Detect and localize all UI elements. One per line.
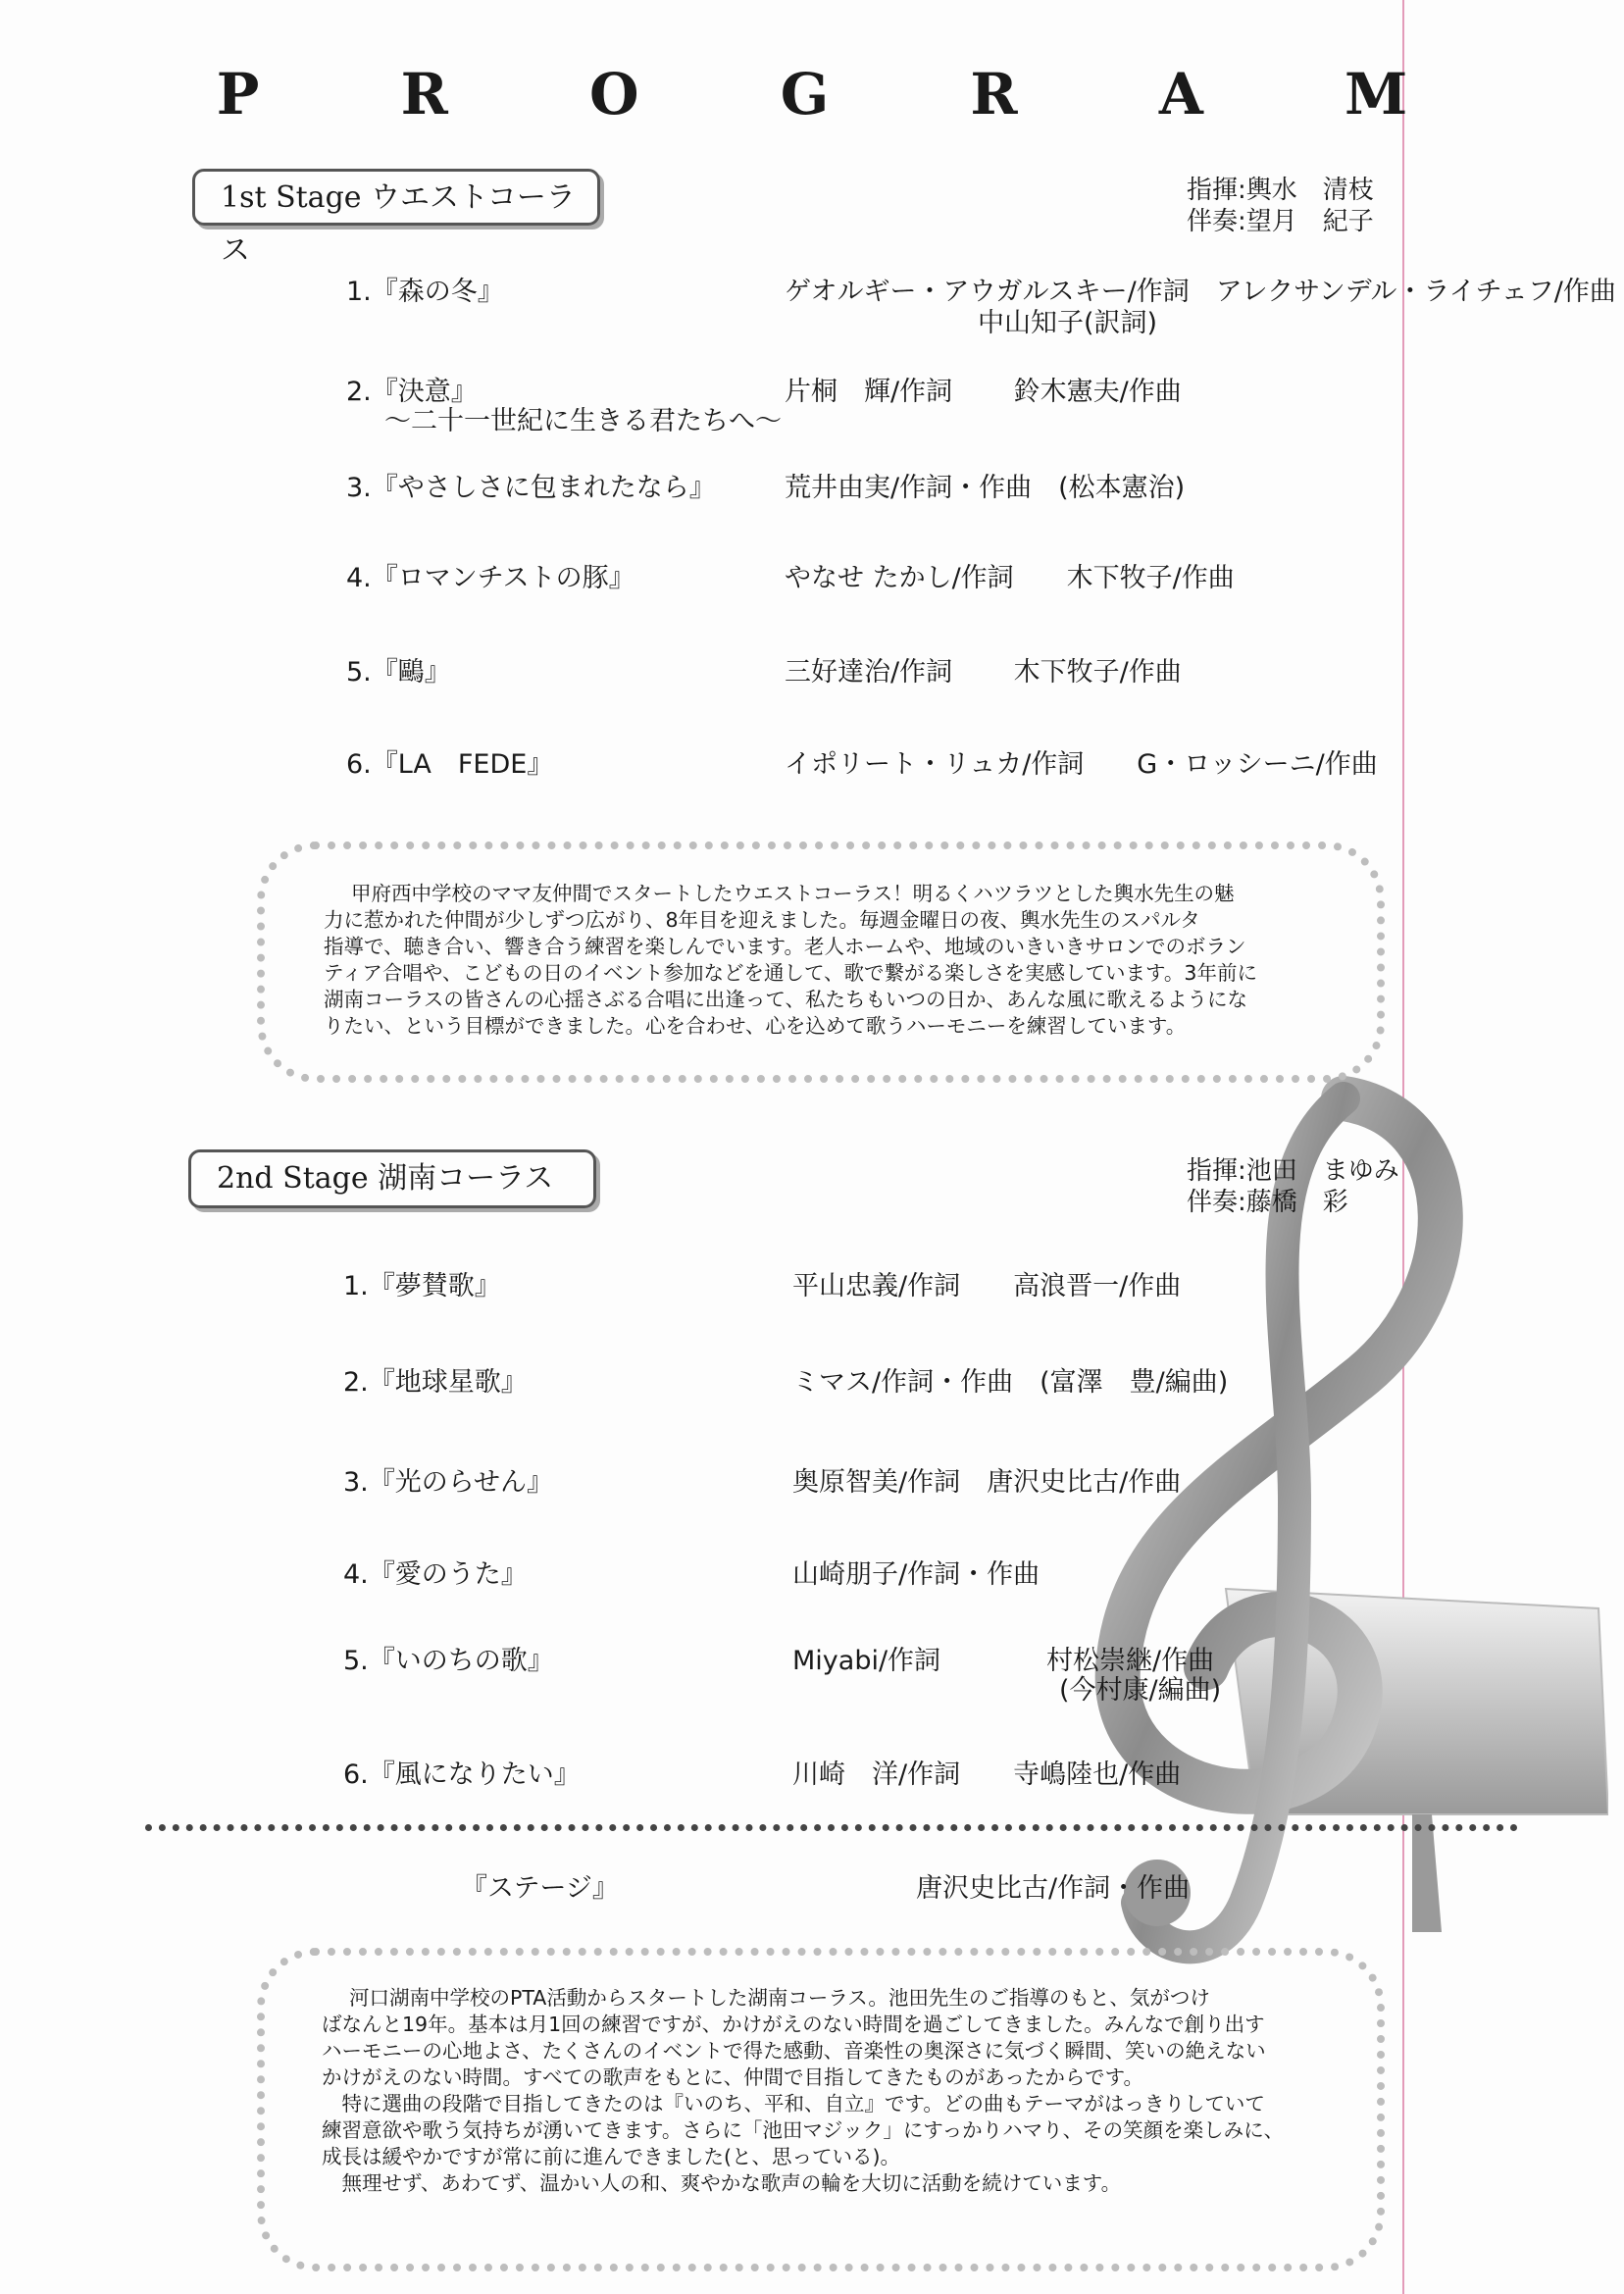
note-line: 成長は緩やかですが常に前に進んできました(と、思っている)。: [322, 2145, 900, 2168]
stage2-label: 2nd Stage 湖南コーラス: [188, 1149, 596, 1208]
program-title: P R O G R A M: [216, 61, 1469, 127]
stage2-song-title: 2.『地球星歌』: [343, 1367, 528, 1398]
stage1-song-credit: やなせ たかし/作詞 木下牧子/作曲: [785, 563, 1235, 593]
note-line: 甲府西中学校のママ友仲間でスタートしたウエストコーラス！明るくハツラツとした輿水先生の魅: [351, 882, 1235, 905]
stage1-note: [324, 881, 1257, 1040]
note-line: ティア合唱や、こどもの日のイベント参加などを通して、歌で繋がる楽しさを実感しています。3年前に: [324, 961, 1257, 985]
stage2-song-title: 1.『夢賛歌』: [343, 1271, 501, 1301]
stage2-song-credit: 平山忠義/作詞 高浪晋一/作曲: [792, 1271, 1182, 1301]
stage2-song-title: 5.『いのちの歌』: [343, 1646, 554, 1676]
stage2-note: [322, 1985, 1284, 2197]
stage2-conductor: 指揮:池田 まゆみ: [1187, 1156, 1399, 1186]
stage1-song-title: 4.『ロマンチストの豚』: [346, 563, 635, 593]
stage2-song-credit: 奥原智美/作詞 唐沢史比古/作曲: [792, 1467, 1182, 1498]
stage2-song-title: 3.『光のらせん』: [343, 1467, 553, 1498]
note-line: 力に惹かれた仲間が少しずつ広がり、8年目を迎えました。毎週金曜日の夜、輿水先生のスパルタ: [324, 908, 1200, 932]
stage1-song-title: 6.『LA FEDE』: [346, 749, 554, 780]
finale-song-title: 『ステージ』: [461, 1873, 619, 1904]
note-line: 特に選曲の段階で目指してきたのは『いのち、平和、自立』です。どの曲もテーマがはっきりしていて: [322, 2092, 1265, 2116]
finale-song-credit: 唐沢史比古/作詞・作曲: [916, 1873, 1191, 1904]
stage1-song-credit: 三好達治/作詞 木下牧子/作曲: [785, 657, 1182, 688]
stage1-song-title: 3.『やさしさに包まれたなら』: [346, 473, 716, 503]
stage2-song-title: 4.『愛のうた』: [343, 1559, 528, 1590]
stage2-song-credit: 川崎 洋/作詞 寺嶋陸也/作曲: [792, 1759, 1182, 1790]
note-line: 練習意欲や歌う気持ちが湧いてきます。さらに「池田マジック」にすっかりハマり、その笑顔を楽しみに、: [322, 2118, 1285, 2142]
note-line: りたい、という目標ができました。心を合わせ、心を込めて歌うハーモニーを練習しています。: [324, 1014, 1187, 1038]
stage2-accompanist: 伴奏:藤橋 彩: [1187, 1188, 1348, 1217]
stage1-song-subtitle: ～二十一世紀に生きる君たちへ～: [384, 406, 782, 436]
note-line: かけがえのない時間。すべての歌声をもとに、仲間で目指してきたものがあったからです。: [322, 2065, 1144, 2089]
note-line: 指導で、聴き合い、響き合う練習を楽しんでいます。老人ホームや、地域のいきいきサロンでのボラン: [324, 935, 1246, 958]
note-line: ばなんと19年。基本は月1回の練習ですが、かけがえのない時間を過ごしてきました。みんなで創り出す: [322, 2013, 1265, 2036]
stage1-song-credit: 荒井由実/作詞・作曲 (松本憲治): [785, 473, 1186, 503]
stage2-song-credit: Miyabi/作詞 村松崇継/作曲: [792, 1646, 1215, 1676]
stage2-song-credit: 山崎朋子/作詞・作曲: [792, 1559, 1040, 1590]
note-line: 無理せず、あわてず、温かい人の和、爽やかな歌声の輪を大切に活動を続けています。: [322, 2171, 1122, 2195]
stage1-song-title: 1.『森の冬』: [346, 277, 504, 307]
note-line: 河口湖南中学校のPTA活動からスタートした湖南コーラス。池田先生のご指導のもと、気がつけ: [349, 1986, 1210, 2010]
section-divider: [145, 1824, 1518, 1831]
stage1-song-credit: 片桐 輝/作詞 鈴木憲夫/作曲: [785, 377, 1182, 407]
stage1-song-title: 5.『鷗』: [346, 657, 451, 688]
stage1-conductor: 指揮:輿水 清枝: [1187, 176, 1374, 205]
note-line: ハーモニーの心地よさ、たくさんのイベントで得た感動、音楽性の奥深さに気づく瞬間、笑いの絶えない: [322, 2039, 1266, 2063]
stage1-song-credit: ゲオルギー・アウガルスキー/作詞 アレクサンデル・ライチェフ/作曲: [785, 277, 1616, 307]
stage1-label: 1st Stage ウエストコーラス: [192, 169, 600, 226]
stage2-song-credit: ミマス/作詞・作曲 (富澤 豊/編曲): [792, 1367, 1229, 1398]
stage2-song-title: 6.『風になりたい』: [343, 1759, 581, 1790]
stage2-song-credit: (今村康/編曲): [1059, 1675, 1222, 1706]
stage1-song-credit: 中山知子(訳詞): [978, 308, 1158, 338]
stage1-accompanist: 伴奏:望月 紀子: [1187, 207, 1374, 236]
stage1-song-credit: イポリート・リュカ/作詞 G・ロッシーニ/作曲: [785, 749, 1378, 780]
note-line: 湖南コーラスの皆さんの心揺さぶる合唱に出逢って、私たちもいつの日か、あんな風に歌えるようにな: [324, 988, 1247, 1011]
stage1-song-title: 2.『決意』: [346, 377, 478, 407]
